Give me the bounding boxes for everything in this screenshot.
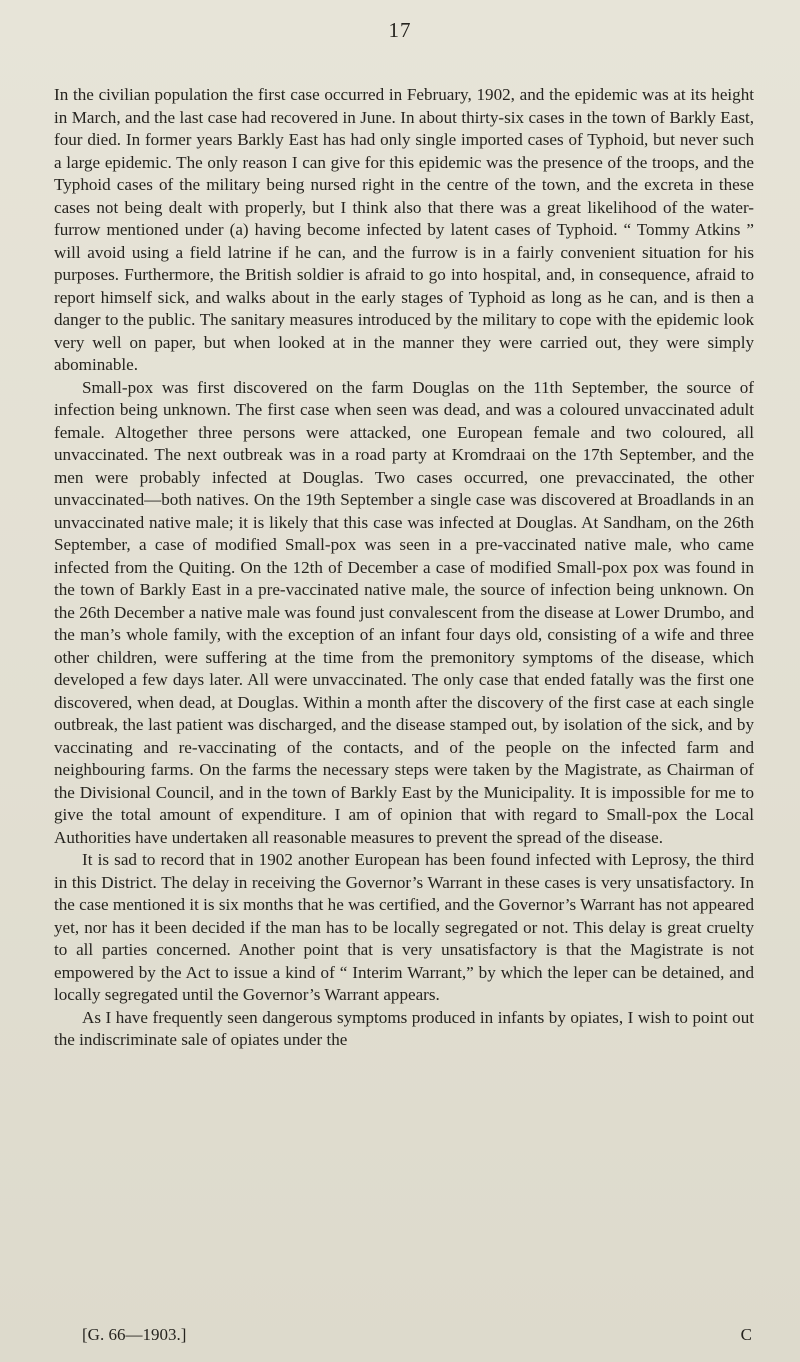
- body-text: [54, 84, 754, 1052]
- paragraph-smallpox: Small-pox was first discovered on the farm Douglas on the 11th September, the source of infection being unknown. The first case when seen was dead, and was a coloured unvaccinated adult female. Altogether three persons were attacked, one European female and two coloured, all unvaccinated. The next outbreak was in a road party at Kromdraai on the 17th September, and the men were probably infected at Douglas. Two cases occurred, one prevaccinated, the other unvaccinated—both natives. On the 19th September a single case was discovered at Broadlands in an unvaccinated native male; it is likely that this case was infected at Douglas. At Sandham, on the 26th September, a case of modified Small-pox was seen in a pre-vaccinated native male, who came infected from the Quiting. On the 12th of December a case of modified Small-pox pox was found in the town of Barkly East in a pre-vaccinated native male, the source of infection being unknown. On the 26th December a native male was found just convalescent from the disease at Lower Drumbo, and the man’s whole family, with the exception of an infant four days old, consisting of a wife and three other children, were suffering at the time from the premonitory symptoms of the disease, which developed a few days later. All were unvaccinated. The only case that ended fatally was the first one discovered, when dead, at Douglas. Within a month after the discovery of the first case at each single outbreak, the last patient was discharged, and the disease stamped out, by isolation of the sick, and by vaccinating and re-vaccinating of the contacts, and of the people on the infected farm and neighbouring farms. On the farms the necessary steps were taken by the Magistrate, as Chairman of the Divisional Council, and in the town of Barkly East by the Municipality. It is impossible for me to give the total amount of expenditure. I am of opinion that with regard to Small-pox the Local Authorities have undertaken all reasonable measures to prevent the spread of the disease.: [54, 377, 754, 847]
- paragraph-leprosy: It is sad to record that in 1902 another European has been found infected with Leprosy, the third in this District. The delay in receiving the Governor’s Warrant in these cases is very unsatisfactory. In the case mentioned it is six months that he was certified, and the Governor’s Warrant has not appeared yet, nor has it been decided if the man has to be locally segregated or not. This delay is great cruelty to all parties concerned. Another point that is very unsatisfactory is that the Magistrate is not empowered by the Act to issue a kind of “ Interim Warrant,” by which the leper can be detained, and locally segregated until the Governor’s Warrant appears.: [54, 850, 754, 1004]
- footer-reference: [G. 66—1903.]: [82, 1325, 187, 1344]
- page-footer: [82, 1325, 752, 1345]
- paragraph-opiates: As I have frequently seen dangerous symptoms produced in infants by opiates, I wish to point out the indiscriminate sale of opiates under the: [54, 1007, 754, 1049]
- footer-signature: C: [740, 1325, 752, 1344]
- page-number: 17: [388, 18, 412, 42]
- paragraph-typhoid: In the civilian population the first case occurred in February, 1902, and the epidemic was at its height in March, and the last case had recovered in June. In about thirty-six cases in the town of Barkly East, four died. In former years Barkly East has had only single imported cases of Typhoid, but never such a large epidemic. The only reason I can give for this epidemic was the presence of the troops, and the Typhoid cases of the military being nursed right in the centre of the town, and the excreta in these cases not being dealt with properly, but I think also that there was a great likelihood of the water-furrow mentioned under (a) having become infected by latent cases of Typhoid. “ Tommy Atkins ” will avoid using a field latrine if he can, and the furrow is in a fairly convenient situation for his purposes. Furthermore, the British soldier is afraid to go into hospital, and, in consequence, afraid to report himself sick, and walks about in the early stages of Typhoid as long as he can, and is then a danger to the public. The sanitary measures introduced by the military to cope with the epidemic look very well on paper, but when looked at in the manner they were carried out, they were simply abominable.: [54, 85, 754, 374]
